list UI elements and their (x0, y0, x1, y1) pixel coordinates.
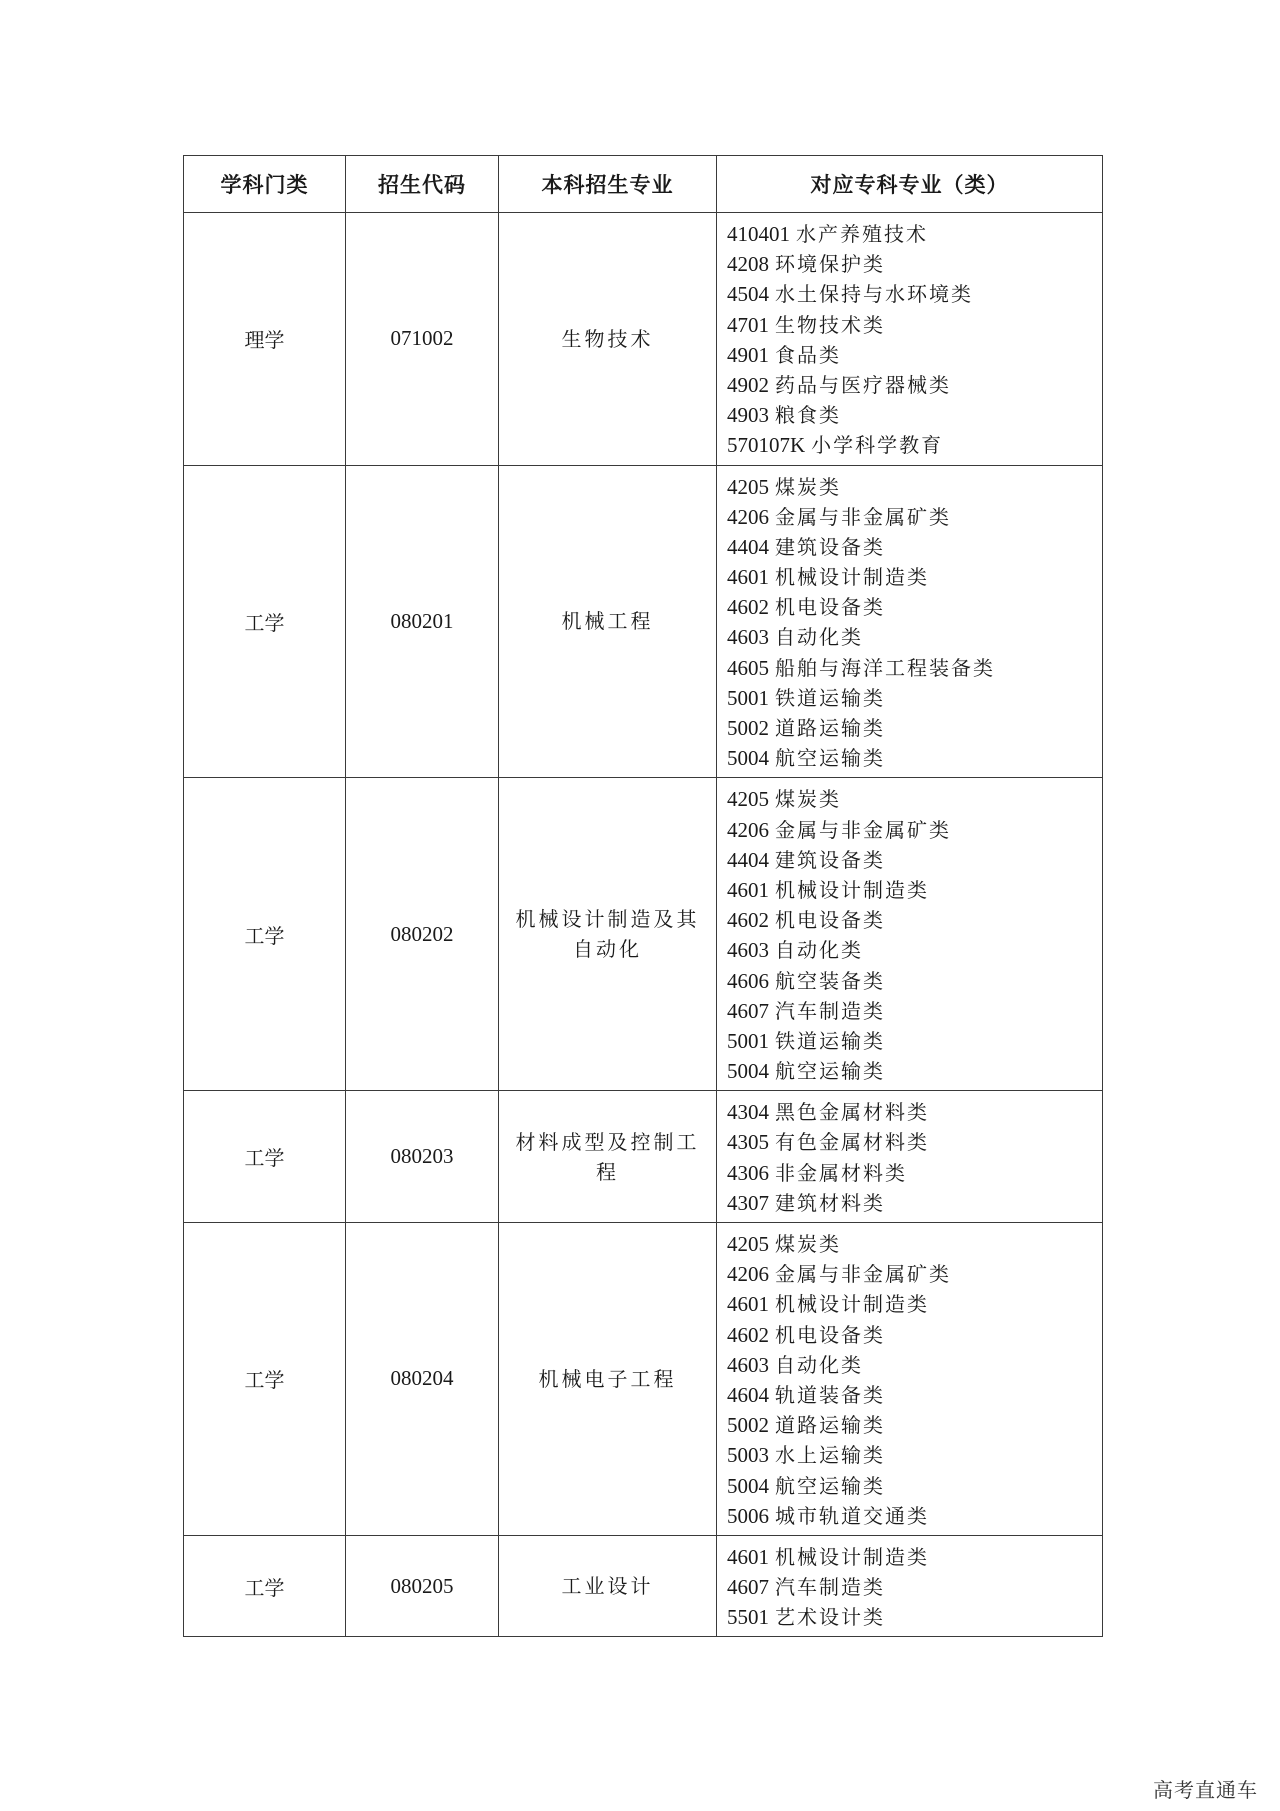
header-category: 学科门类 (184, 156, 346, 213)
cell-category: 工学 (184, 1091, 346, 1223)
mapping-code: 5002 (727, 716, 769, 740)
mapping-code: 4603 (727, 1352, 769, 1377)
mapping-code: 5006 (727, 1503, 769, 1528)
cell-category: 工学 (184, 1535, 346, 1637)
mapping-item (727, 1380, 1092, 1410)
mapping-item (727, 1602, 1092, 1632)
mapping-code: 4304 (727, 1100, 769, 1125)
mapping-item (727, 1127, 1092, 1157)
header-major: 本科招生专业 (499, 156, 717, 213)
mapping-name: 自动化类 (775, 1352, 863, 1377)
mapping-code: 4603 (727, 938, 769, 963)
cell-code: 080201 (346, 465, 499, 778)
mapping-item (727, 1350, 1092, 1380)
mapping-code: 4701 (727, 312, 769, 337)
mapping-name: 环境保护类 (775, 252, 885, 277)
mapping-item (727, 592, 1092, 622)
mapping-code: 4607 (727, 998, 769, 1023)
table-row (184, 213, 1103, 466)
cell-major: 工业设计 (499, 1535, 717, 1637)
mapping-name: 机械设计制造类 (775, 877, 929, 902)
mapping-item (727, 472, 1092, 502)
mapping-name: 铁道运输类 (775, 1028, 885, 1053)
cell-major: 生物技术 (499, 213, 717, 466)
mapping-code: 4603 (727, 625, 769, 650)
cell-mapping-list (717, 778, 1103, 1091)
mapping-code: 4601 (727, 877, 769, 902)
mapping-item (727, 1229, 1092, 1259)
cell-category: 工学 (184, 778, 346, 1091)
cell-major: 机械电子工程 (499, 1223, 717, 1536)
header-mapping: 对应专科专业（类） (717, 156, 1103, 213)
mapping-code: 4404 (727, 847, 769, 872)
mapping-code: 4901 (727, 342, 769, 367)
mapping-item (727, 400, 1092, 430)
mapping-name: 机械设计制造类 (775, 1544, 929, 1569)
mapping-code: 4307 (727, 1190, 769, 1215)
mapping-code: 4306 (727, 1160, 769, 1185)
mapping-code: 4305 (727, 1130, 769, 1155)
mapping-item (727, 713, 1092, 743)
mapping-name: 食品类 (775, 342, 841, 367)
mapping-code: 4404 (727, 534, 769, 559)
mapping-code: 5004 (727, 746, 769, 771)
mapping-item (727, 966, 1092, 996)
mapping-name: 机械设计制造类 (775, 1292, 929, 1317)
mapping-code: 4601 (727, 1292, 769, 1317)
mapping-code: 4601 (727, 565, 769, 590)
mapping-item (727, 1259, 1092, 1289)
mapping-item (727, 1026, 1092, 1056)
mapping-item (727, 219, 1092, 249)
mapping-item (727, 1501, 1092, 1531)
mapping-code: 4602 (727, 595, 769, 620)
mapping-name: 煤炭类 (775, 1232, 841, 1256)
mapping-code: 4903 (727, 403, 769, 428)
mapping-code: 5002 (727, 1413, 769, 1438)
mapping-item (727, 875, 1092, 905)
table-body (184, 213, 1103, 1637)
mapping-item (727, 935, 1092, 965)
mapping-name: 金属与非金属矿类 (775, 504, 951, 529)
mapping-code: 4208 (727, 252, 769, 277)
mapping-code: 570107K (727, 433, 806, 458)
mapping-item (727, 562, 1092, 592)
mapping-item (727, 1158, 1092, 1188)
mapping-name: 道路运输类 (775, 1413, 885, 1438)
mapping-item (727, 1056, 1092, 1086)
mapping-code: 4607 (727, 1575, 769, 1600)
mapping-item (727, 1289, 1092, 1319)
mapping-name: 汽车制造类 (775, 998, 885, 1023)
mapping-code: 4604 (727, 1382, 769, 1407)
mapping-name: 黑色金属材料类 (775, 1100, 929, 1125)
mapping-name: 水上运输类 (775, 1443, 885, 1468)
mapping-name: 城市轨道交通类 (775, 1503, 929, 1528)
table-row (184, 1091, 1103, 1223)
mapping-item (727, 743, 1092, 773)
mapping-name: 水土保持与水环境类 (775, 282, 973, 307)
mapping-name: 机电设备类 (775, 908, 885, 933)
mapping-name: 煤炭类 (775, 474, 841, 499)
mapping-code: 5001 (727, 685, 769, 710)
mapping-item (727, 1188, 1092, 1218)
table-row (184, 1223, 1103, 1536)
cell-mapping-list (717, 1223, 1103, 1536)
mapping-name: 有色金属材料类 (775, 1130, 929, 1155)
mapping-name: 艺术设计类 (775, 1605, 885, 1630)
mapping-name: 建筑设备类 (775, 534, 885, 559)
mapping-name: 建筑材料类 (775, 1190, 885, 1215)
mapping-code: 4605 (727, 655, 769, 680)
mapping-item (727, 249, 1092, 279)
mapping-item (727, 683, 1092, 713)
mapping-name: 航空运输类 (775, 1473, 885, 1498)
mapping-item (727, 905, 1092, 935)
mapping-item (727, 1320, 1092, 1350)
cell-code: 080204 (346, 1223, 499, 1536)
mapping-name: 粮食类 (775, 403, 841, 428)
mapping-code: 4602 (727, 1322, 769, 1347)
mapping-code: 4205 (727, 474, 769, 499)
mapping-item (727, 996, 1092, 1026)
mapping-name: 汽车制造类 (775, 1575, 885, 1600)
mapping-name: 自动化类 (775, 938, 863, 963)
major-mapping-table (183, 155, 1103, 1637)
mapping-code: 4205 (727, 787, 769, 812)
mapping-code: 4902 (727, 372, 769, 397)
mapping-name: 水产养殖技术 (796, 222, 928, 246)
mapping-name: 药品与医疗器械类 (775, 372, 951, 397)
cell-major: 机械设计制造及其自动化 (499, 778, 717, 1091)
mapping-item (727, 430, 1092, 460)
mapping-name: 机电设备类 (775, 595, 885, 620)
mapping-code: 4606 (727, 968, 769, 993)
mapping-name: 非金属材料类 (775, 1160, 907, 1185)
mapping-name: 煤炭类 (775, 787, 841, 812)
mapping-name: 机械设计制造类 (775, 565, 929, 590)
mapping-item (727, 532, 1092, 562)
mapping-code: 4206 (727, 1262, 769, 1287)
mapping-code: 4205 (727, 1232, 769, 1256)
cell-mapping-list (717, 1535, 1103, 1637)
mapping-code: 4602 (727, 908, 769, 933)
table-row (184, 465, 1103, 778)
mapping-code: 4504 (727, 282, 769, 307)
mapping-code: 4206 (727, 504, 769, 529)
mapping-name: 道路运输类 (775, 716, 885, 740)
mapping-name: 铁道运输类 (775, 685, 885, 710)
mapping-name: 机电设备类 (775, 1322, 885, 1347)
mapping-code: 410401 (727, 222, 790, 246)
mapping-name: 建筑设备类 (775, 847, 885, 872)
mapping-code: 5501 (727, 1605, 769, 1630)
header-code: 招生代码 (346, 156, 499, 213)
mapping-name: 金属与非金属矿类 (775, 1262, 951, 1287)
mapping-item (727, 653, 1092, 683)
mapping-item (727, 1097, 1092, 1127)
cell-code: 080202 (346, 778, 499, 1091)
cell-code: 080203 (346, 1091, 499, 1223)
cell-major: 材料成型及控制工程 (499, 1091, 717, 1223)
mapping-item (727, 1471, 1092, 1501)
mapping-item (727, 370, 1092, 400)
cell-category: 理学 (184, 213, 346, 466)
mapping-item (727, 815, 1092, 845)
table-header-row (184, 156, 1103, 213)
watermark-text: 高考直通车 (1153, 1778, 1258, 1802)
mapping-item (727, 1542, 1092, 1572)
mapping-code: 4206 (727, 817, 769, 842)
mapping-name: 船舶与海洋工程装备类 (775, 655, 995, 680)
cell-code: 080205 (346, 1535, 499, 1637)
cell-category: 工学 (184, 465, 346, 778)
mapping-item (727, 1572, 1092, 1602)
mapping-name: 航空运输类 (775, 1059, 885, 1084)
cell-category: 工学 (184, 1223, 346, 1536)
cell-mapping-list (717, 1091, 1103, 1223)
mapping-name: 小学科学教育 (811, 433, 944, 458)
mapping-item (727, 502, 1092, 532)
mapping-name: 金属与非金属矿类 (775, 817, 951, 842)
mapping-item (727, 340, 1092, 370)
mapping-item (727, 784, 1092, 814)
cell-mapping-list (717, 213, 1103, 466)
mapping-item (727, 622, 1092, 652)
cell-mapping-list (717, 465, 1103, 778)
mapping-name: 自动化类 (775, 625, 863, 650)
cell-major: 机械工程 (499, 465, 717, 778)
mapping-code: 5003 (727, 1443, 769, 1468)
table-row (184, 1535, 1103, 1637)
mapping-item (727, 279, 1092, 309)
mapping-item (727, 1410, 1092, 1440)
mapping-name: 轨道装备类 (775, 1382, 885, 1407)
mapping-item (727, 310, 1092, 340)
table-row (184, 778, 1103, 1091)
mapping-item (727, 845, 1092, 875)
mapping-name: 生物技术类 (775, 312, 885, 337)
mapping-name: 航空运输类 (775, 746, 885, 771)
mapping-code: 5001 (727, 1028, 769, 1053)
mapping-code: 5004 (727, 1059, 769, 1084)
mapping-name: 航空装备类 (775, 968, 885, 993)
cell-code: 071002 (346, 213, 499, 466)
mapping-code: 5004 (727, 1473, 769, 1498)
mapping-item (727, 1440, 1092, 1470)
mapping-code: 4601 (727, 1544, 769, 1569)
